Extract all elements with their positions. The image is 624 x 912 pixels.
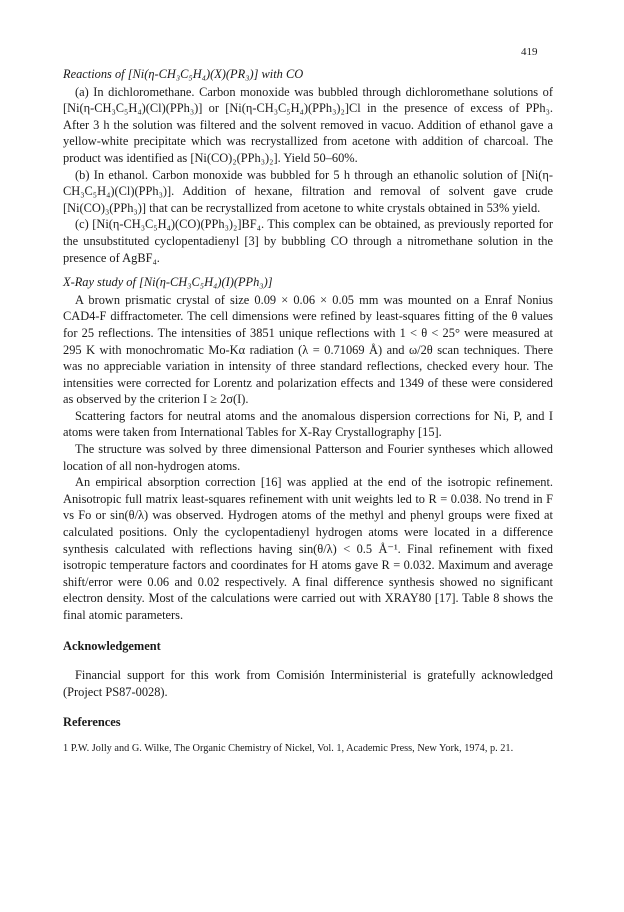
- section-heading-xray: X-Ray study of [Ni(η-CH₃C₅H₄)(I)(PPh₃)]: [63, 275, 273, 290]
- section-heading-reactions: Reactions of [Ni(η-CH₃C₅H₄)(X)(PR₃)] with CO: [63, 67, 304, 81]
- references-heading: References: [63, 715, 121, 730]
- reference-item: 1 P.W. Jolly and G. Wilke, The Organic Chemistry of Nickel, Vol. 1, Academic Press, New York, 1974, p. 21.: [63, 742, 514, 754]
- text-column: [63, 66, 553, 756]
- paragraph-dichloromethane: (a) In dichloromethane. Carbon monoxide was bubbled through dichloromethane solutions of [Ni(η-CH₃C₅H₄)(Cl)(PPh₃)] or [Ni(η-CH₃C₅H₄)(PPh₃)₂]Cl in the presence of excess of PPh₃. After 3 h the solution was filtered and the solvent removed in vacuo. Addition of ethanol gave a yellow-white precipitate which was recrystallized from acetone with addition of charcoal. The product was identified as [Ni(CO)₂(PPh₃)₂]. Yield 50–60%.: [63, 84, 553, 165]
- paragraph-structure-solution: The structure was solved by three dimensional Patterson and Fourier syntheses which allowed location of all non-hydrogen atoms.: [63, 442, 553, 473]
- paragraph-ethanol: (b) In ethanol. Carbon monoxide was bubbled for 5 h through an ethanolic solution of [Ni(η-CH₃C₅H₄)(Cl)(PPh₃)]. Addition of hexane, filtration and removal of solvent gave crude [Ni(CO)₃(PPh₃)] that can be recrystallized from acetone to white crystals obtained in 53% yield.: [63, 167, 553, 215]
- paragraph-scattering-factors: Scattering factors for neutral atoms and the anomalous dispersion corrections for Ni, P, and I atoms were taken from International Tables for X-Ray Crystallography [15].: [63, 408, 553, 440]
- acknowledgement-heading: Acknowledgement: [63, 638, 161, 653]
- paragraph-refinement: An empirical absorption correction [16] was applied at the end of the isotropic refinement. Anisotropic full matrix least-squares refinement with unit weights led to R = 0.038. No trend in F vs Fo or sin(θ/λ) was observed. Hydrogen atoms of the methyl and phenyl groups were fixed at calculated positions. Only the cyclopentadienyl hydrogen atoms were located in a difference synthesis calculated with reflections having sin(θ/λ) < 0.5 Å⁻¹. Final refinement with fixed isotropic temperature factors and coordinates for H atoms gave R = 0.032. Maximum and average shift/error were 0.06 and 0.02 respectively. A final difference synthesis showed no significant electron density. Most of the calculations were carried out with XRAY80 [17]. Table 8 shows the final atomic parameters.: [63, 475, 553, 622]
- acknowledgement-text: Financial support for this work from Comisión Interministerial is gratefully acknowledged (Project PS87-0028).: [63, 668, 553, 699]
- page-number: 419: [521, 46, 538, 58]
- paragraph-crystal-data: A brown prismatic crystal of size 0.09 × 0.06 × 0.05 mm was mounted on a Enraf Nonius CAD4-F diffractometer. The cell dimensions were refined by least-squares fitting of the θ values for 25 reflections. The intensities of 3851 unique reflections with 1 < θ < 25° were measured at 295 K with monochromatic Mo-Kα radiation (λ = 0.71069 Å) and ω/2θ scan techniques. There was no appreciable variation in intensity of three standard reflections, checked every hour. The intensities were corrected for Lorentz and polarization effects and 1349 of these were considered as observed by the criterion I ≥ 2σ(I).: [63, 292, 553, 407]
- paragraph-bf4-complex: (c) [Ni(η-CH₃C₅H₄)(CO)(PPh₃)₂]BF₄. This complex can be obtained, as previously reported for the unsubstituted cyclopentadienyl [3] by bubbling CO through a nitromethane solution in the presence of AgBF₄.: [63, 217, 553, 265]
